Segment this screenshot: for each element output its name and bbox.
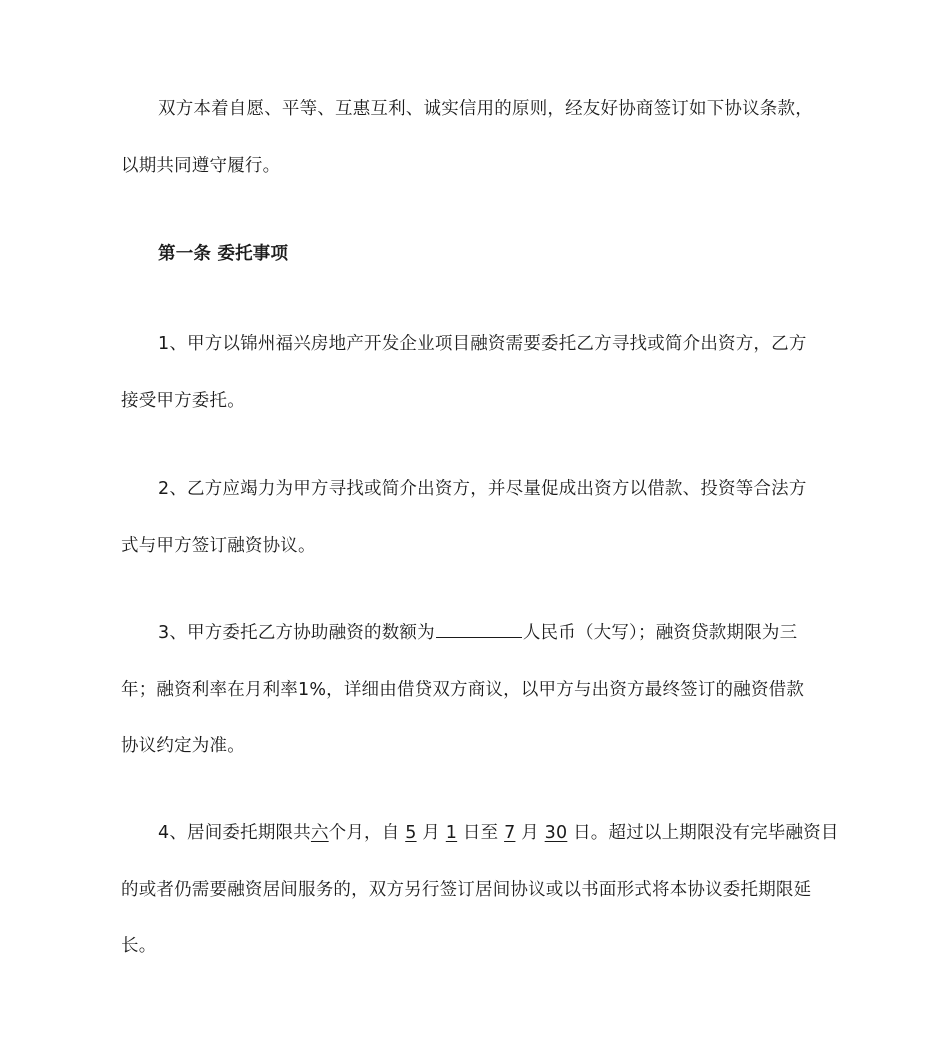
start-month-value: 5 [405, 823, 417, 843]
clause-3-line-1 [158, 621, 797, 645]
clause-1-line-1: 1、甲方以锦州福兴房地产开发企业项目融资需要委托乙方寻找或简介出资方，乙方 [158, 334, 807, 354]
intro-line-2: 以期共同遵守履行。 [121, 156, 281, 176]
clause-4-line-2: 的或者仍需要融资居间服务的，双方另行签订居间协议或以书面形式将本协议委托期限延 [121, 880, 812, 900]
clause-4-line-3: 长。 [121, 936, 157, 956]
clause-4-text-4: 日至 [462, 823, 499, 843]
clause-3-prefix: 3、甲方委托乙方协助融资的数额为 [158, 623, 435, 643]
clause-1-line-2: 接受甲方委托。 [121, 391, 245, 411]
clause-3-line-3: 协议约定为准。 [121, 736, 245, 756]
clause-4-text-1: 4、居间委托期限共 [158, 823, 311, 843]
clause-3-suffix: 人民币（大写）；融资贷款期限为三 [522, 623, 798, 643]
end-month-value: 7 [504, 823, 516, 843]
clause-4-text-6: 日。超过以上期限没有完毕融资目 [573, 823, 839, 843]
clause-2-line-2: 式与甲方签订融资协议。 [121, 536, 316, 556]
start-day-value: 1 [445, 823, 458, 843]
amount-blank [436, 621, 522, 638]
intro-line-1: 双方本着自愿、平等、互惠互利、诚实信用的原则，经友好协商签订如下协议条款， [158, 99, 813, 119]
clause-4-text-3: 月 [422, 823, 441, 843]
clause-3-line-2: 年；融资利率在月利率1%，详细由借贷双方商议，以甲方与出资方最终签订的融资借款 [121, 680, 805, 700]
months-value: 六 [310, 823, 329, 843]
clause-2-line-1: 2、乙方应竭力为甲方寻找或简介出资方，并尽量促成出资方以借款、投资等合法方 [158, 479, 807, 499]
clause-4-text-2: 个月，自 [328, 823, 400, 843]
article-heading: 第一条 委托事项 [158, 244, 289, 264]
clause-4-line-1 [158, 821, 839, 845]
end-day-value: 30 [544, 823, 568, 843]
clause-4-text-5: 月 [521, 823, 539, 843]
